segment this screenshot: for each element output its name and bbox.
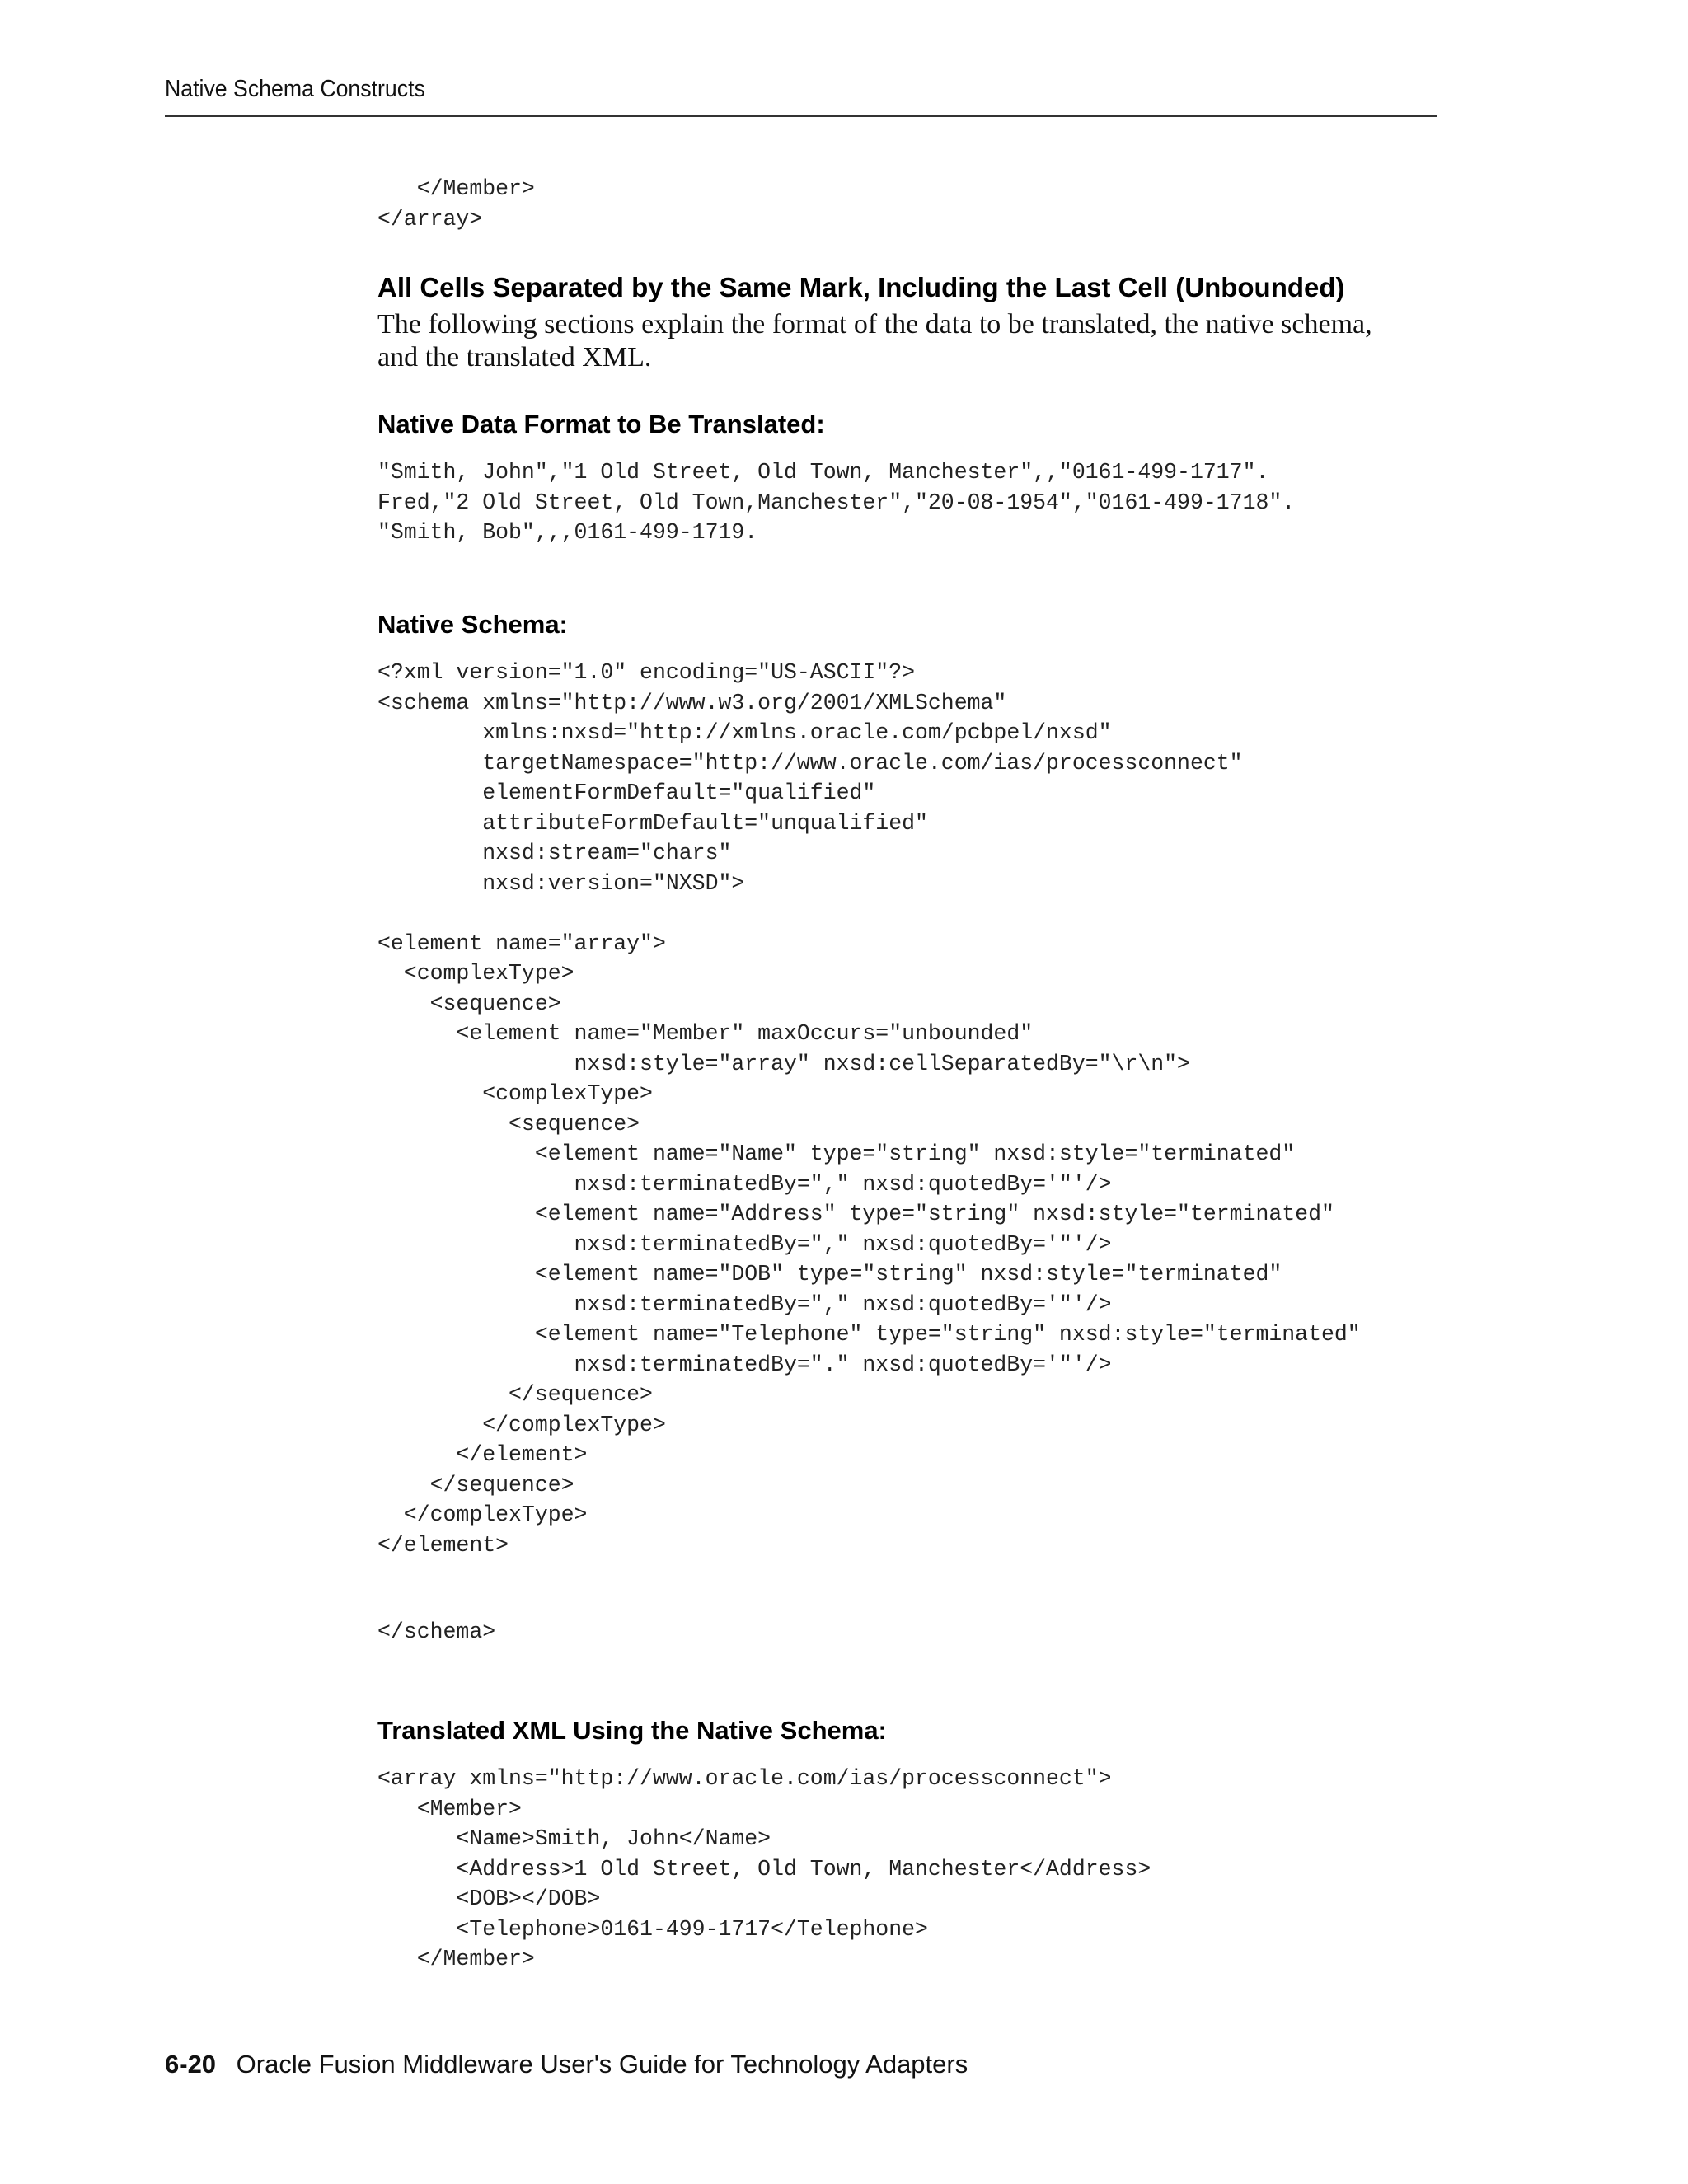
translated-xml-code: <array xmlns="http://www.oracle.com/ias/processconnect"> <Member> <Name>Smith, John</Name> <Address>1 Old Street, Old Town, Manchester</Address> <DOB></DOB> <Telephone>0161-499-1717</Telephone> </Member> (377, 1766, 1151, 1971)
native-schema-code: <?xml version="1.0" encoding="US-ASCII"?> <schema xmlns="http://www.w3.org/2001/XMLSchema" xmlns:nxsd="http://xmlns.oracle.com/pcbpel/nxsd" targetNamespace="http://www.oracle.com/ias/processconnect" elementFormDefault="qualified" attributeFormDefault="unqualified" nxsd:stream="chars" nxsd:version="NXSD"> <element name="array"> <complexType> <sequence> <element name="Member" maxOccurs="unbounded" nxsd:style="array" nxsd:cellSeparatedBy="\r\n"> <complexType> <sequence> <element name="Name" type="string" nxsd:style="terminated" nxsd:terminatedBy="," nxsd:quotedBy='"'/> <element name="Address" type="string" nxsd:style="terminated" nxsd:terminatedBy="," nxsd:quotedBy='"'/> <element name="DOB" type="string" nxsd:style="terminated" nxsd:terminatedBy="," nxsd:quotedBy='"'/> <element name="Telephone" type="string" nxsd:style="terminated" nxsd:terminatedBy="." nxsd:quotedBy='"'/> </sequence> </complexType> </element> </sequence> </complexType> </element> (377, 660, 1361, 1558)
schema-closing-tag: </schema> (377, 1619, 496, 1644)
section-title: All Cells Separated by the Same Mark, Including the Last Cell (Unbounded) (377, 272, 1345, 302)
code-block-top: </Member> </array> (377, 176, 535, 232)
translated-xml-heading: Translated XML Using the Native Schema: (377, 1716, 887, 1745)
page-footer (165, 2050, 968, 2079)
native-schema-heading: Native Schema: (377, 610, 568, 639)
running-header-title: Native Schema Constructs (165, 76, 425, 102)
section-intro: The following sections explain the format of the data to be translated, the native schema, and the translated XML. (377, 309, 1372, 373)
native-data-heading: Native Data Format to Be Translated: (377, 410, 825, 438)
header-rule (165, 115, 1437, 117)
native-data-code: "Smith, John","1 Old Street, Old Town, Manchester",,"0161-499-1717". Fred,"2 Old Street, Old Town,Manchester","20-08-1954","0161-499-1718". "Smith, Bob",,,0161-499-1719. (377, 460, 1296, 545)
book-title: Oracle Fusion Middleware User's Guide for Technology Adapters (236, 2050, 968, 2079)
page-number: 6-20 (165, 2050, 217, 2079)
